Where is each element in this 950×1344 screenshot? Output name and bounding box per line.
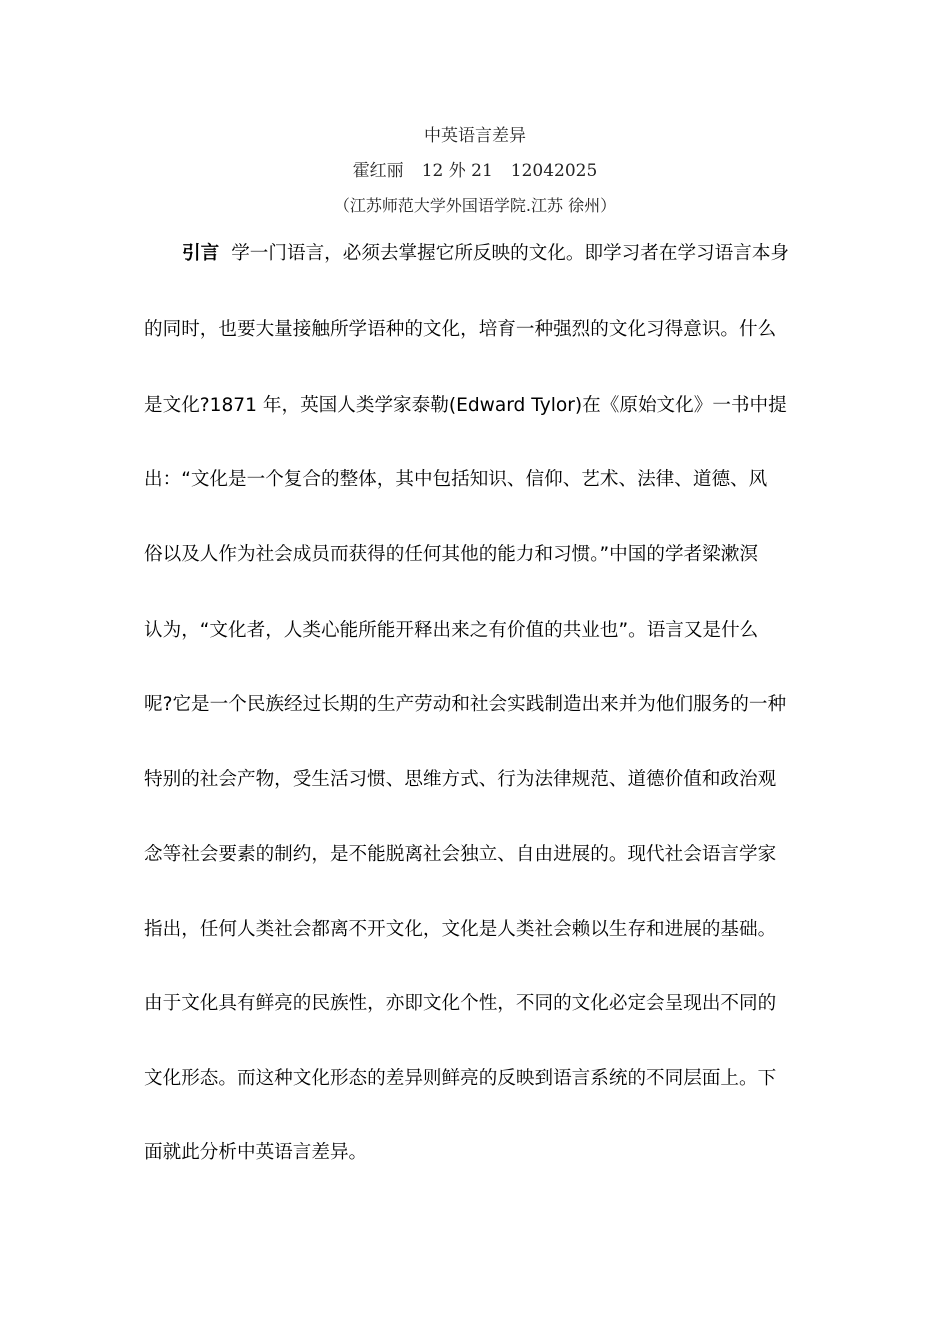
intro-line-10: 指出，任何人类社会都离不开文化，文化是人类社会赖以生存和进展的基础。 — [144, 919, 777, 940]
intro-line-2: 的同时，也要大量接触所学语种的文化，培育一种强烈的文化习得意识。什么 — [144, 319, 777, 340]
intro-line-4: 出：“文化是一个复合的整体，其中包括知识、信仰、艺术、法律、道德、风 — [144, 469, 768, 490]
author-student-id: 12042025 — [510, 161, 598, 181]
intro-line-1 — [182, 241, 814, 267]
affiliation: （江苏师范大学外国语学院.江苏 徐州） — [333, 196, 617, 215]
author-line — [0, 160, 950, 182]
intro-line-8: 特别的社会产物，受生活习惯、思维方式、行为法律规范、道德价值和政治观 — [144, 769, 777, 790]
intro-line-7: 呢?它是一个民族经过长期的生产劳动和社会实践制造出来并为他们服务的一种 — [144, 694, 787, 715]
document-title: 中英语言差异 — [424, 126, 526, 146]
intro-line-6: 认为，“文化者，人类心能所能开释出来之有价值的共业也”。语言又是什么 — [144, 620, 759, 641]
intro-line-3: 是文化?1871 年，英国人类学家泰勒(Edward Tylor)在《原始文化》一书中提 — [144, 395, 787, 416]
intro-line-13: 面就此分析中英语言差异。 — [144, 1142, 368, 1163]
intro-line-1-text: 学一门语言，必须去掌握它所反映的文化。即学习者在学习语言本身 — [231, 243, 790, 264]
intro-line-9: 念等社会要素的制约，是不能脱离社会独立、自由进展的。现代社会语言学家 — [144, 844, 777, 865]
intro-line-12: 文化形态。而这种文化形态的差异则鲜亮的反映到语言系统的不同层面上。下 — [144, 1068, 777, 1089]
author-name: 霍红丽 — [352, 161, 404, 181]
intro-line-5: 俗以及人作为社会成员而获得的任何其他的能力和习惯。”中国的学者梁漱溟 — [144, 544, 758, 565]
intro-line-11: 由于文化具有鲜亮的民族性，亦即文化个性，不同的文化必定会呈现出不同的 — [144, 993, 777, 1014]
author-class: 12 外 21 — [421, 161, 493, 181]
intro-label: 引言 — [182, 243, 220, 264]
